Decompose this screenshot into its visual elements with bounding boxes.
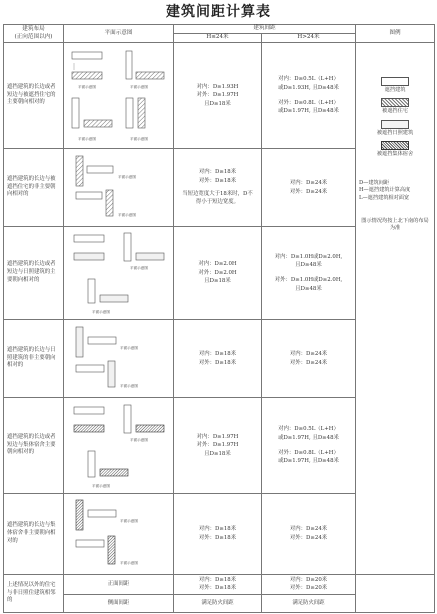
sketch-cell — [64, 494, 174, 575]
condition-cell: 遮挡建筑的长边与集体宿舍非主要朝向相对的 — [4, 494, 64, 575]
condition-cell: 遮挡建筑的长边或者短边与集体宿舍主要朝向相对的 — [4, 398, 64, 494]
value-h-high: 对内：D≥24米 对外：D≥24米 — [262, 494, 356, 575]
sketch-caption: 平面示意图 — [130, 84, 148, 89]
condition-cell: 遮挡建筑的长边与日照建筑的非主要朝向相对的 — [4, 320, 64, 398]
footer-front-label: 正面间距 — [64, 575, 174, 595]
sketch-cell — [64, 227, 174, 320]
legend-swatch-residence — [381, 98, 409, 107]
header-h-low: H≤24米 — [174, 34, 262, 43]
plan-sketch-4 — [66, 323, 170, 395]
condition-cell: 遮挡建筑的长边或者短边与日照建筑的主要朝向相对的 — [4, 227, 64, 320]
header-h-high: H>24米 — [262, 34, 356, 43]
value-h-high: 对内：D≥1.0H或D≥2.0H, 且D≥48米 对外：D≥1.0H或D≥2.0H, 且D≥48米 — [262, 227, 356, 320]
footer-legend-blank — [356, 575, 435, 613]
value-h-low: 对内：D≥18米 对外：D≥18米 — [174, 494, 262, 575]
value-h-low: 对内：D≥1.93H 对外：D≥1.97H 且D≥18米 — [174, 43, 262, 149]
header-spacing: 建筑间距 — [174, 25, 356, 34]
table-row — [4, 575, 435, 595]
legend-cell — [356, 43, 435, 575]
legend-swatch-blocking — [381, 77, 409, 86]
legend-item: 被遮挡住宅 — [359, 98, 431, 115]
plan-sketch-3 — [66, 229, 170, 317]
header-sketch: 平面示意图 — [64, 25, 174, 43]
plan-sketch-1 — [66, 46, 170, 146]
plan-sketch-2 — [66, 152, 170, 224]
sketch-caption: 平面示意图 — [130, 266, 148, 270]
value-h-high: 对内：D≥20米 对外：D≥20米 — [262, 575, 356, 595]
legend-swatch-dormitory — [381, 141, 409, 150]
value-h-low: 对内：D≥18米 对外：D≥18米 — [174, 320, 262, 398]
legend-item: 被遮挡日照建筑 — [359, 120, 431, 137]
page-title: 建筑间距计算表 — [166, 4, 271, 20]
sketch-caption: 平面示意图 — [120, 561, 138, 565]
plan-sketch-6 — [66, 496, 170, 572]
header-legend: 图例 — [356, 25, 435, 43]
value-h-high: 满足防火间距 — [262, 595, 356, 613]
sketch-cell — [64, 398, 174, 494]
sketch-caption: 平面示意图 — [130, 437, 148, 442]
condition-cell: 上述情况以外的住宅与非日照住建筑相邻的 — [4, 575, 64, 613]
sketch-cell — [64, 320, 174, 398]
sketch-caption: 平面示意图 — [92, 310, 110, 314]
plan-sketch-5 — [66, 401, 170, 491]
legend-swatch-sunlit — [381, 120, 409, 129]
value-h-high: 对内：D≥0.5L（L+H） 或D≥1.97H, 且D≥48米 对外：D≥0.8L（L+H） 或D≥1.97H, 且D≥48米 — [262, 398, 356, 494]
table-row — [4, 43, 435, 149]
condition-cell: 遮挡建筑的长边与被遮挡住宅的非主要朝向相对的 — [4, 149, 64, 227]
legend-item: 遮挡建筑 — [359, 77, 431, 94]
sketch-caption: 平面示意图 — [120, 383, 138, 388]
spacing-table — [3, 24, 435, 613]
condition-cell: 遮挡建筑的长边或者短边与被遮挡住宅的主要朝向相对的 — [4, 43, 64, 149]
value-h-high: 对内：D≥24米 对外：D≥24米 — [262, 320, 356, 398]
sketch-cell — [64, 149, 174, 227]
sketch-caption: 平面示意图 — [118, 212, 136, 217]
value-h-low: 对内：D≥2.0H 对外：D≥2.0H 且D≥18米 — [174, 227, 262, 320]
sketch-caption: 平面示意图 — [118, 174, 136, 179]
legend-item: 被遮挡集体宿舍 — [359, 141, 431, 158]
legend-abbreviations: D—建筑间距 H—遮挡建筑计算高度 L—遮挡建筑相对面宽 — [359, 180, 411, 201]
value-h-low: 对内：D≥18米 对外：D≥18米 当短边宽度大于18米时，D不得小于短边宽度。 — [174, 149, 262, 227]
header-layout: 建筑布局 (正向范围以内) — [4, 25, 64, 43]
sketch-caption: 平面示意图 — [78, 136, 96, 141]
sketch-caption: 平面示意图 — [92, 483, 110, 488]
sketch-caption: 平面示意图 — [78, 84, 96, 89]
sketch-caption: 平面示意图 — [120, 345, 138, 350]
legend-note: 图示情况均按上北下南的布局为准 — [361, 217, 429, 232]
sketch-cell — [64, 43, 174, 149]
value-h-low: 对内：D≥1.97H 对外：D≥1.97H 且D≥18米 — [174, 398, 262, 494]
sketch-caption: 平面示意图 — [130, 136, 148, 141]
value-h-high: 对内：D≥0.5L（L+H） 或D≥1.93H, 且D≥48米 对外：D≥0.8L（L+H） 或D≥1.97H, 且D≥48米 — [262, 43, 356, 149]
sketch-caption: 平面示意图 — [120, 519, 138, 523]
value-h-low: 对内：D≥18米 对外：D≥18米 — [174, 575, 262, 595]
value-h-low: 满足防火间距 — [174, 595, 262, 613]
value-h-high: 对内：D≥24米 对外：D≥24米 — [262, 149, 356, 227]
footer-side-label: 侧面间距 — [64, 595, 174, 613]
